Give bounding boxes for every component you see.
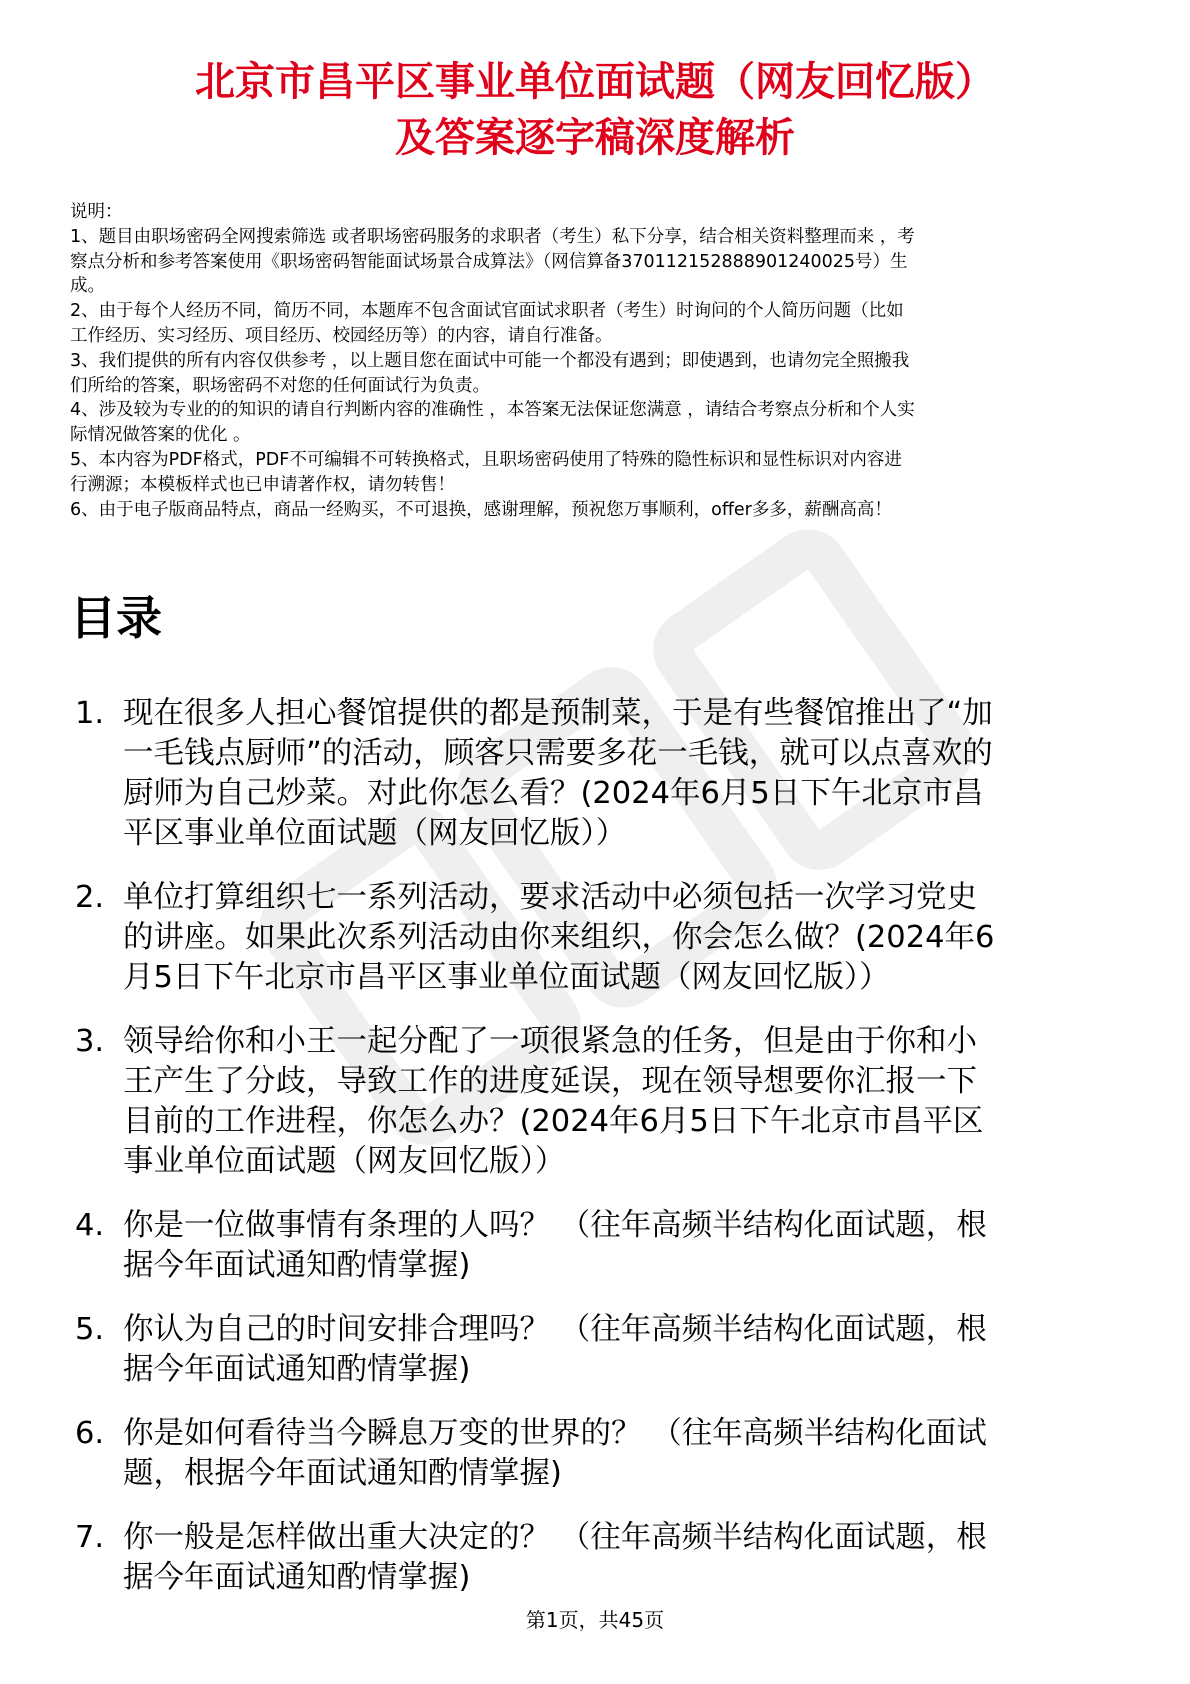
toc-item-line: 你是如何看待当今瞬息万变的世界的？ （往年高频半结构化面试: [123, 1416, 987, 1451]
notes-line: 6、由于电子版商品特点，商品一经购买，不可退换，感谢理解，预祝您万事顺利，offer多多，薪酬高高！: [70, 499, 892, 520]
toc-item-line: 单位打算组织七一系列活动，要求活动中必须包括一次学习党史: [123, 880, 977, 915]
toc-item-text: [123, 1206, 1125, 1286]
notes-line: 3、我们提供的所有内容仅供参考 ，以上题目您在面试中可能一个都没有遇到；即使遇到，也请勿完全照搬我: [70, 350, 910, 371]
toc-item-line: 据今年面试通知酌情掌握): [123, 1248, 471, 1283]
toc-item-number: 4.: [75, 1208, 105, 1243]
toc-item-number: 7.: [75, 1520, 105, 1555]
toc-item-line: 领导给你和小王一起分配了一项很紧急的任务，但是由于你和小: [123, 1024, 977, 1059]
toc-item-line: 事业单位面试题（网友回忆版））: [123, 1144, 566, 1179]
toc-item-number: 6.: [75, 1416, 105, 1451]
toc-item-number: 5.: [75, 1312, 105, 1347]
toc-item-line: 一毛钱点厨师”的活动，顾客只需要多花一毛钱，就可以点喜欢的: [123, 736, 993, 771]
notes-line: 工作经历、实习经历、项目经历、校园经历等）的内容，请自行准备。: [70, 325, 613, 346]
toc-list: [75, 694, 1135, 1622]
toc-item-1[interactable]: [75, 694, 1135, 854]
toc-item-text: [123, 878, 1125, 998]
toc-item-7[interactable]: [75, 1518, 1135, 1598]
toc-item-line: 平区事业单位面试题（网友回忆版））: [123, 816, 627, 851]
toc-item-number: 1.: [75, 696, 105, 731]
toc-item-line: 的讲座。如果此次系列活动由你来组织，你会怎么做？(2024年6: [123, 920, 995, 955]
toc-item-line: 厨师为自己炒菜。对此你怎么看？(2024年6月5日下午北京市昌: [123, 776, 984, 811]
toc-item-6[interactable]: [75, 1414, 1135, 1494]
toc-item-number: 2.: [75, 880, 105, 915]
toc-item-text: [123, 1518, 1125, 1598]
toc-item-line: 你一般是怎样做出重大决定的？ （往年高频半结构化面试题，根: [123, 1520, 987, 1555]
toc-item-text: [123, 1022, 1125, 1182]
page-footer: 第1页，共45页: [525, 1608, 665, 1632]
toc-item-line: 你是一位做事情有条理的人吗？ （往年高频半结构化面试题，根: [123, 1208, 987, 1243]
notes-line: 说明：: [70, 202, 123, 222]
notes-line: 4、涉及较为专业的的知识的请自行判断内容的准确性 ，本答案无法保证您满意 ，请结合考察点分析和个人实: [70, 400, 915, 421]
toc-item-line: 目前的工作进程，你怎么办？(2024年6月5日下午北京市昌平区: [123, 1104, 984, 1139]
toc-item-number: 3.: [75, 1024, 105, 1059]
toc-item-4[interactable]: [75, 1206, 1135, 1286]
toc-heading: 目录: [70, 591, 162, 645]
toc-item-line: 题，根据今年面试通知酌情掌握): [123, 1456, 562, 1491]
toc-item-5[interactable]: [75, 1310, 1135, 1390]
toc-item-2[interactable]: [75, 878, 1135, 998]
notes-line: 成。: [70, 276, 105, 297]
toc-item-text: [123, 694, 1125, 854]
toc-item-line: 据今年面试通知酌情掌握): [123, 1352, 471, 1387]
toc-item-line: 现在很多人担心餐馆提供的都是预制菜，于是有些餐馆推出了“加: [123, 696, 993, 731]
notes-line: 2、由于每个人经历不同，简历不同，本题库不包含面试官面试求职者（考生）时询问的个人简历问题（比如: [70, 301, 904, 322]
toc-item-line: 月5日下午北京市昌平区事业单位面试题（网友回忆版））: [123, 960, 890, 995]
toc-item-line: 王产生了分歧，导致工作的进度延误，现在领导想要你汇报一下: [123, 1064, 977, 1099]
notes-line: 行溯源；本模板样式也已申请著作权，请勿转售！: [70, 474, 455, 495]
notes-line: 1、题目由职场密码全网搜索筛选 或者职场密码服务的求职者（考生）私下分享，结合相关资料整理而来 ，考: [70, 226, 915, 247]
toc-item-line: 你认为自己的时间安排合理吗？ （往年高频半结构化面试题，根: [123, 1312, 987, 1347]
toc-item-text: [123, 1414, 1125, 1494]
title-line-1: 北京市昌平区事业单位面试题（网友回忆版）: [195, 59, 995, 105]
toc-item-line: 据今年面试通知酌情掌握): [123, 1560, 471, 1595]
notes-line: 际情况做答案的优化 。: [70, 425, 251, 446]
notes-line: 5、本内容为PDF格式，PDF不可编辑不可转换格式，且职场密码使用了特殊的隐性标识和显性标识对内容进: [70, 449, 902, 470]
notes-line: 察点分析和参考答案使用《职场密码智能面试场景合成算法》（网信算备370112152888901240025号）生: [70, 251, 908, 272]
notes-line: 们所给的答案，职场密码不对您的任何面试行为负责。: [70, 375, 490, 396]
toc-item-text: [123, 1310, 1125, 1390]
document-title: [40, 54, 1150, 166]
toc-item-3[interactable]: [75, 1022, 1135, 1182]
notes-section: [70, 200, 1120, 522]
title-line-2: 及答案逐字稿深度解析: [395, 115, 795, 161]
